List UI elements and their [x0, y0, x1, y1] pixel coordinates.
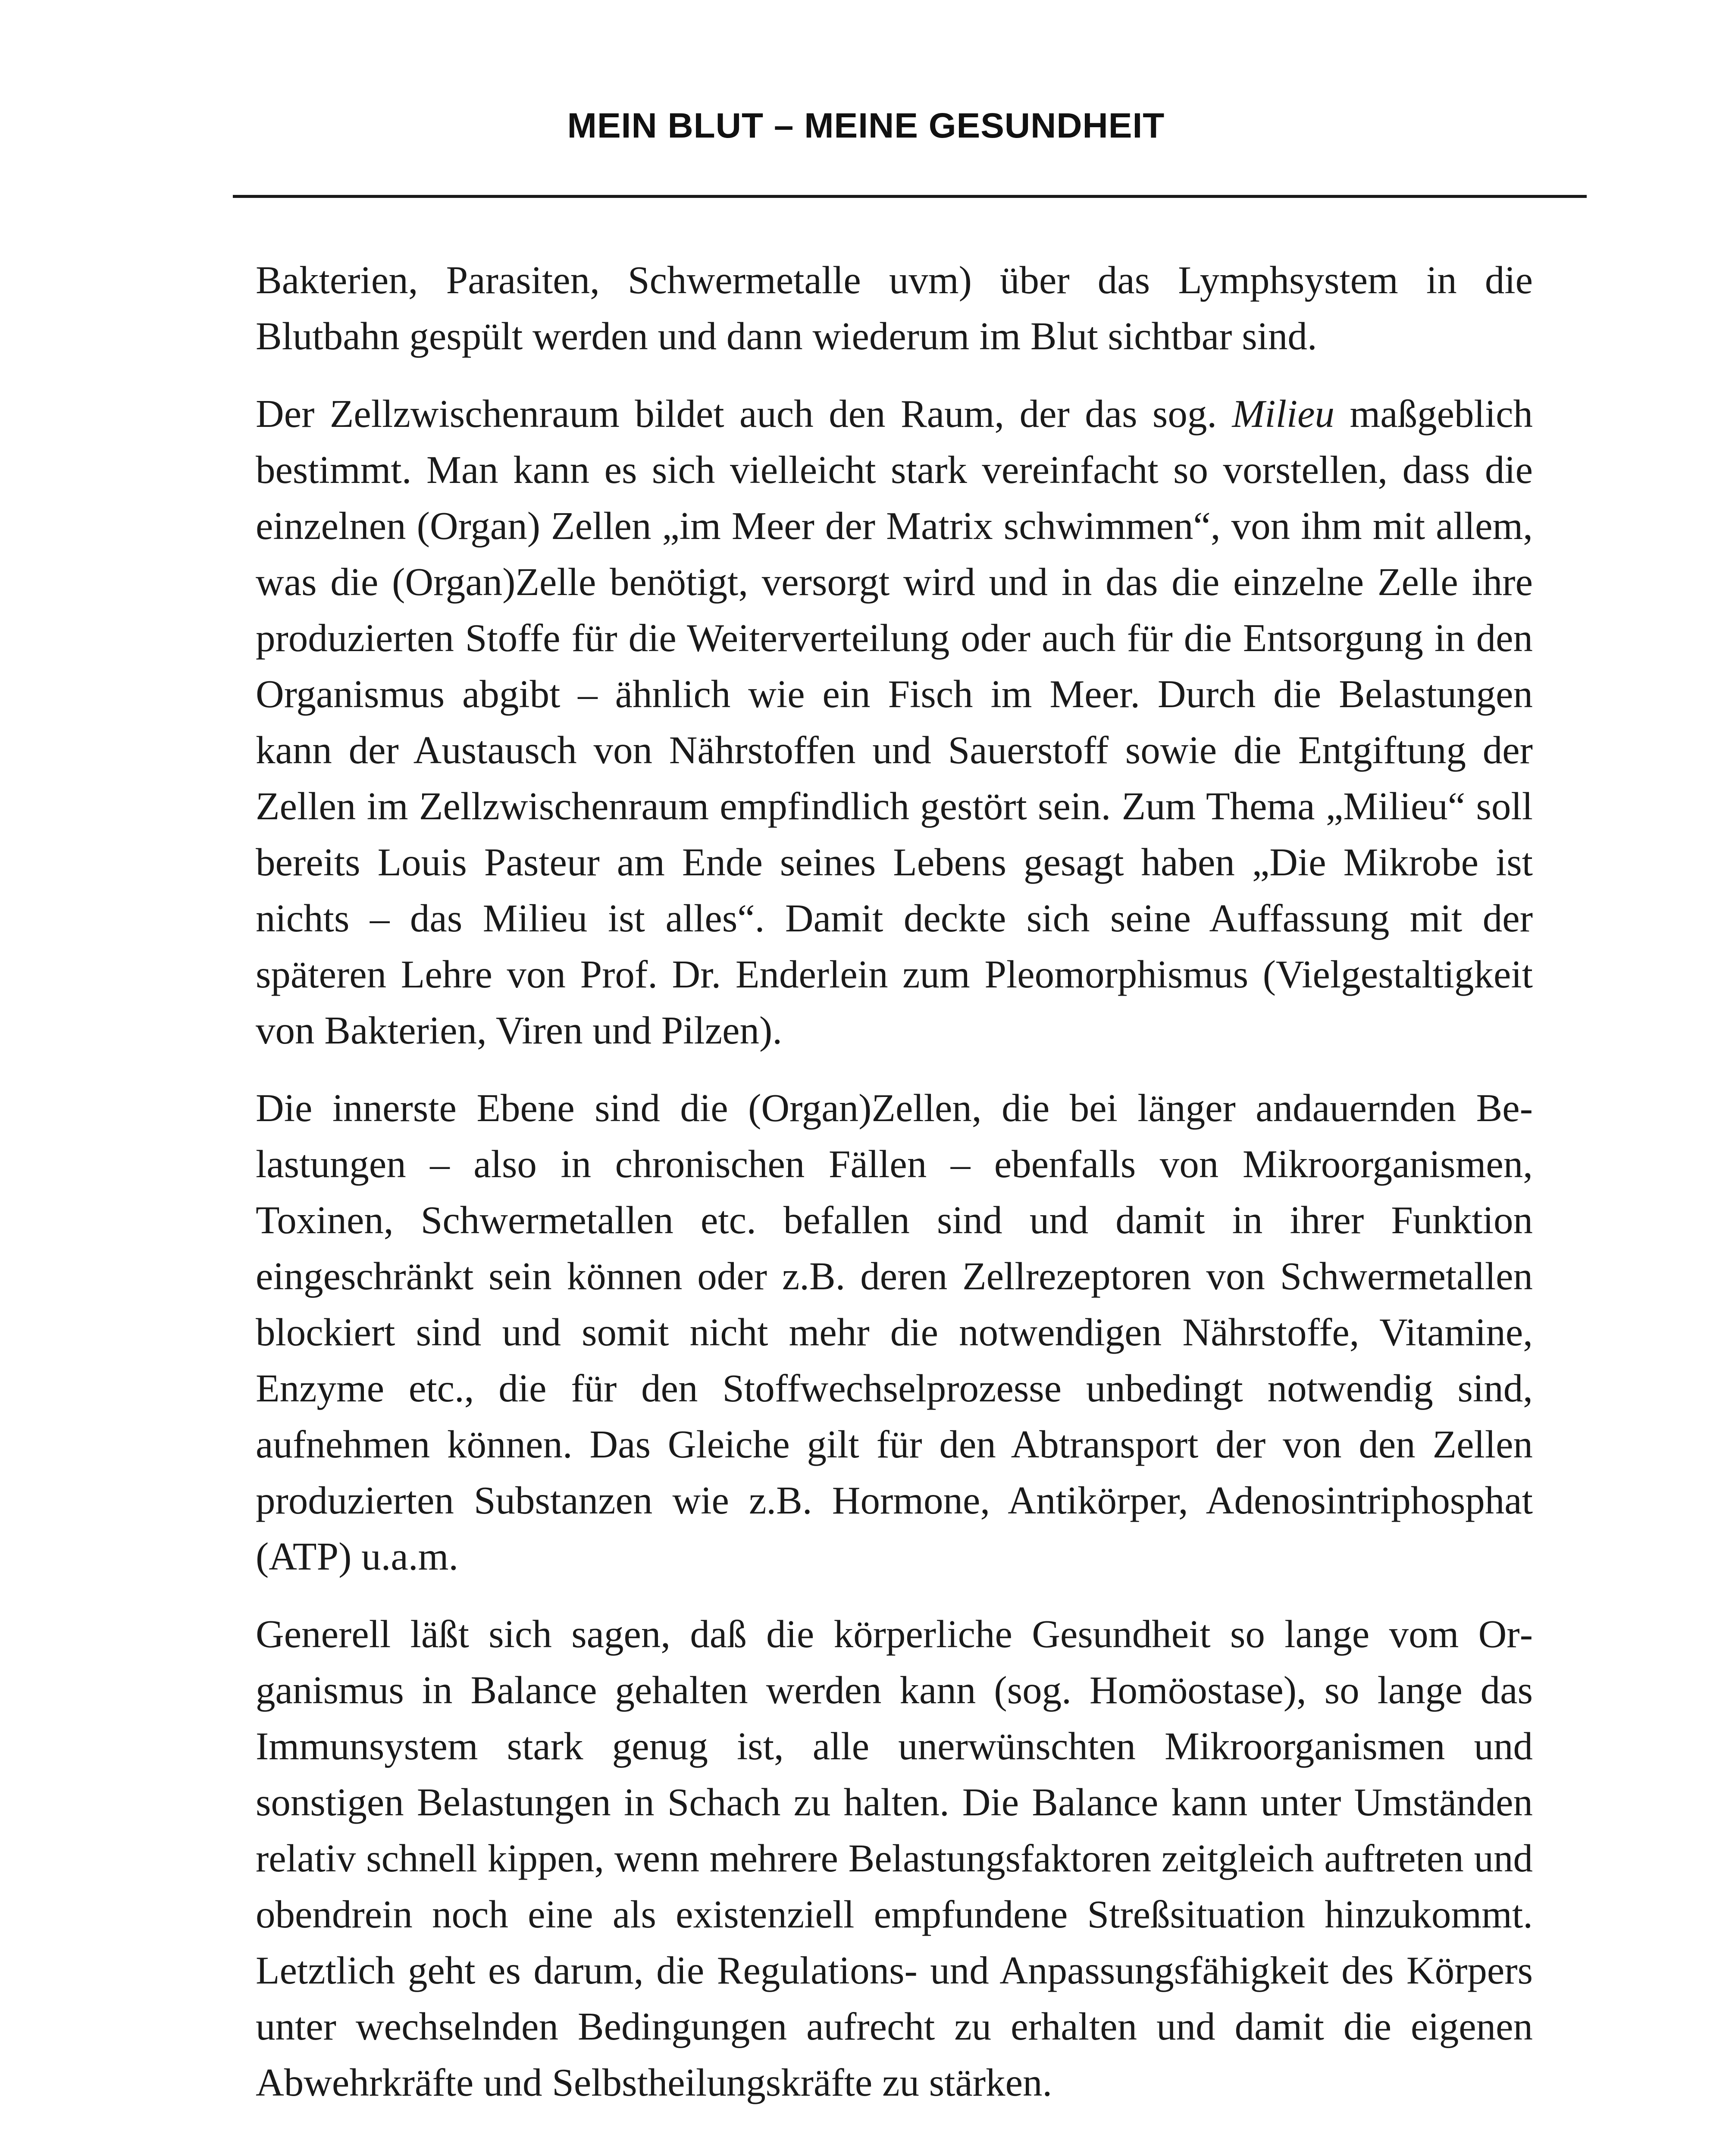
paragraph-1: Bakterien, Parasiten, Schwermetalle uvm) über das Lymphsystem in die Blutbahn gespült werden und dann wiederum im Blut sichtbar sind.: [256, 258, 1533, 358]
paragraph-2-start: Der Zellzwischenraum bildet auch den Raum, der das sog.: [256, 392, 1232, 436]
paragraph-2-rest: maßgeblich bestimmt. Man kann es sich vielleicht stark vereinfacht so vorstellen, dass die einzelnen (Organ) Zellen „im Meer der Matrix schwimmen“, von ihm mit allem, was die (Organ)Zelle benötigt, versorgt wird und in das die einzelne Zelle ihre produzierten Stoffe für die Weiterverteilung oder auch für die Entsorgung in den Organismus abgibt – ähnlich wie ein Fisch im Meer. Durch die Belastungen kann der Austausch von Nährstoffen und Sauerstoff sowie die Entgiftung der Zellen im Zellzwischenraum empfindlich gestört sein. Zum Thema „Milieu“ soll bereits Louis Pasteur am Ende seines Lebens gesagt haben „Die Mikrobe ist nichts – das Milieu ist alles“. Damit deckte sich seine Auffassung mit der späteren Lehre von Prof. Dr. Enderlein zum Pleomorphismus (Vielgestaltigkeit von Bakterien, Viren und Pilzen).: [256, 392, 1533, 1052]
running-header-title: MEIN BLUT – MEINE GESUNDHEIT: [567, 106, 1165, 145]
body-text: [256, 252, 1533, 2111]
paragraph-3: Die innerste Ebene sind die (Organ)Zellen, die bei länger andauernden Belastungen – also in chronischen Fällen – ebenfalls von Mikroorganismen, Toxinen, Schwermetallen etc. befallen sind und damit in ihrer Funktion eingeschränkt sein können oder z.B. deren Zellrezeptoren von Schwermetallen blockiert sind und somit nicht mehr die notwendigen Nährstoffe, Vitamine, Enzyme etc., die für den Stoffwechselprozesse unbedingt notwendig sind, aufnehmen können. Das Gleiche gilt für den Abtransport der von den Zellen produzierten Substanzen wie z.B. Hormone, Antikörper, Adenosintriphosphat (ATP) u.a.m.: [256, 1086, 1533, 1578]
milieu-emphasis: Milieu: [1232, 392, 1335, 436]
header-divider: [233, 195, 1587, 198]
paragraph-4: Generell läßt sich sagen, daß die körperliche Gesundheit so lange vom Organismus in Balance gehalten werden kann (sog. Homöostase), so lange das Immunsystem stark genug ist, alle unerwünschten Mikroorganismen und sonstigen Belastungen in Schach zu halten. Die Balance kann unter Umständen relativ schnell kippen, wenn mehrere Belastungsfaktoren zeitgleich auftreten und obendrein noch eine als existenziell empfundene Streßsituation hinzukommt. Letztlich geht es darum, die Regulations- und Anpassungsfähigkeit des Körpers unter wechselnden Bedingungen aufrecht zu erhalten und damit die eigenen Abwehrkräfte und Selbstheilungskräfte zu stärken.: [256, 1612, 1533, 2104]
paragraph-2: [256, 386, 1533, 1059]
